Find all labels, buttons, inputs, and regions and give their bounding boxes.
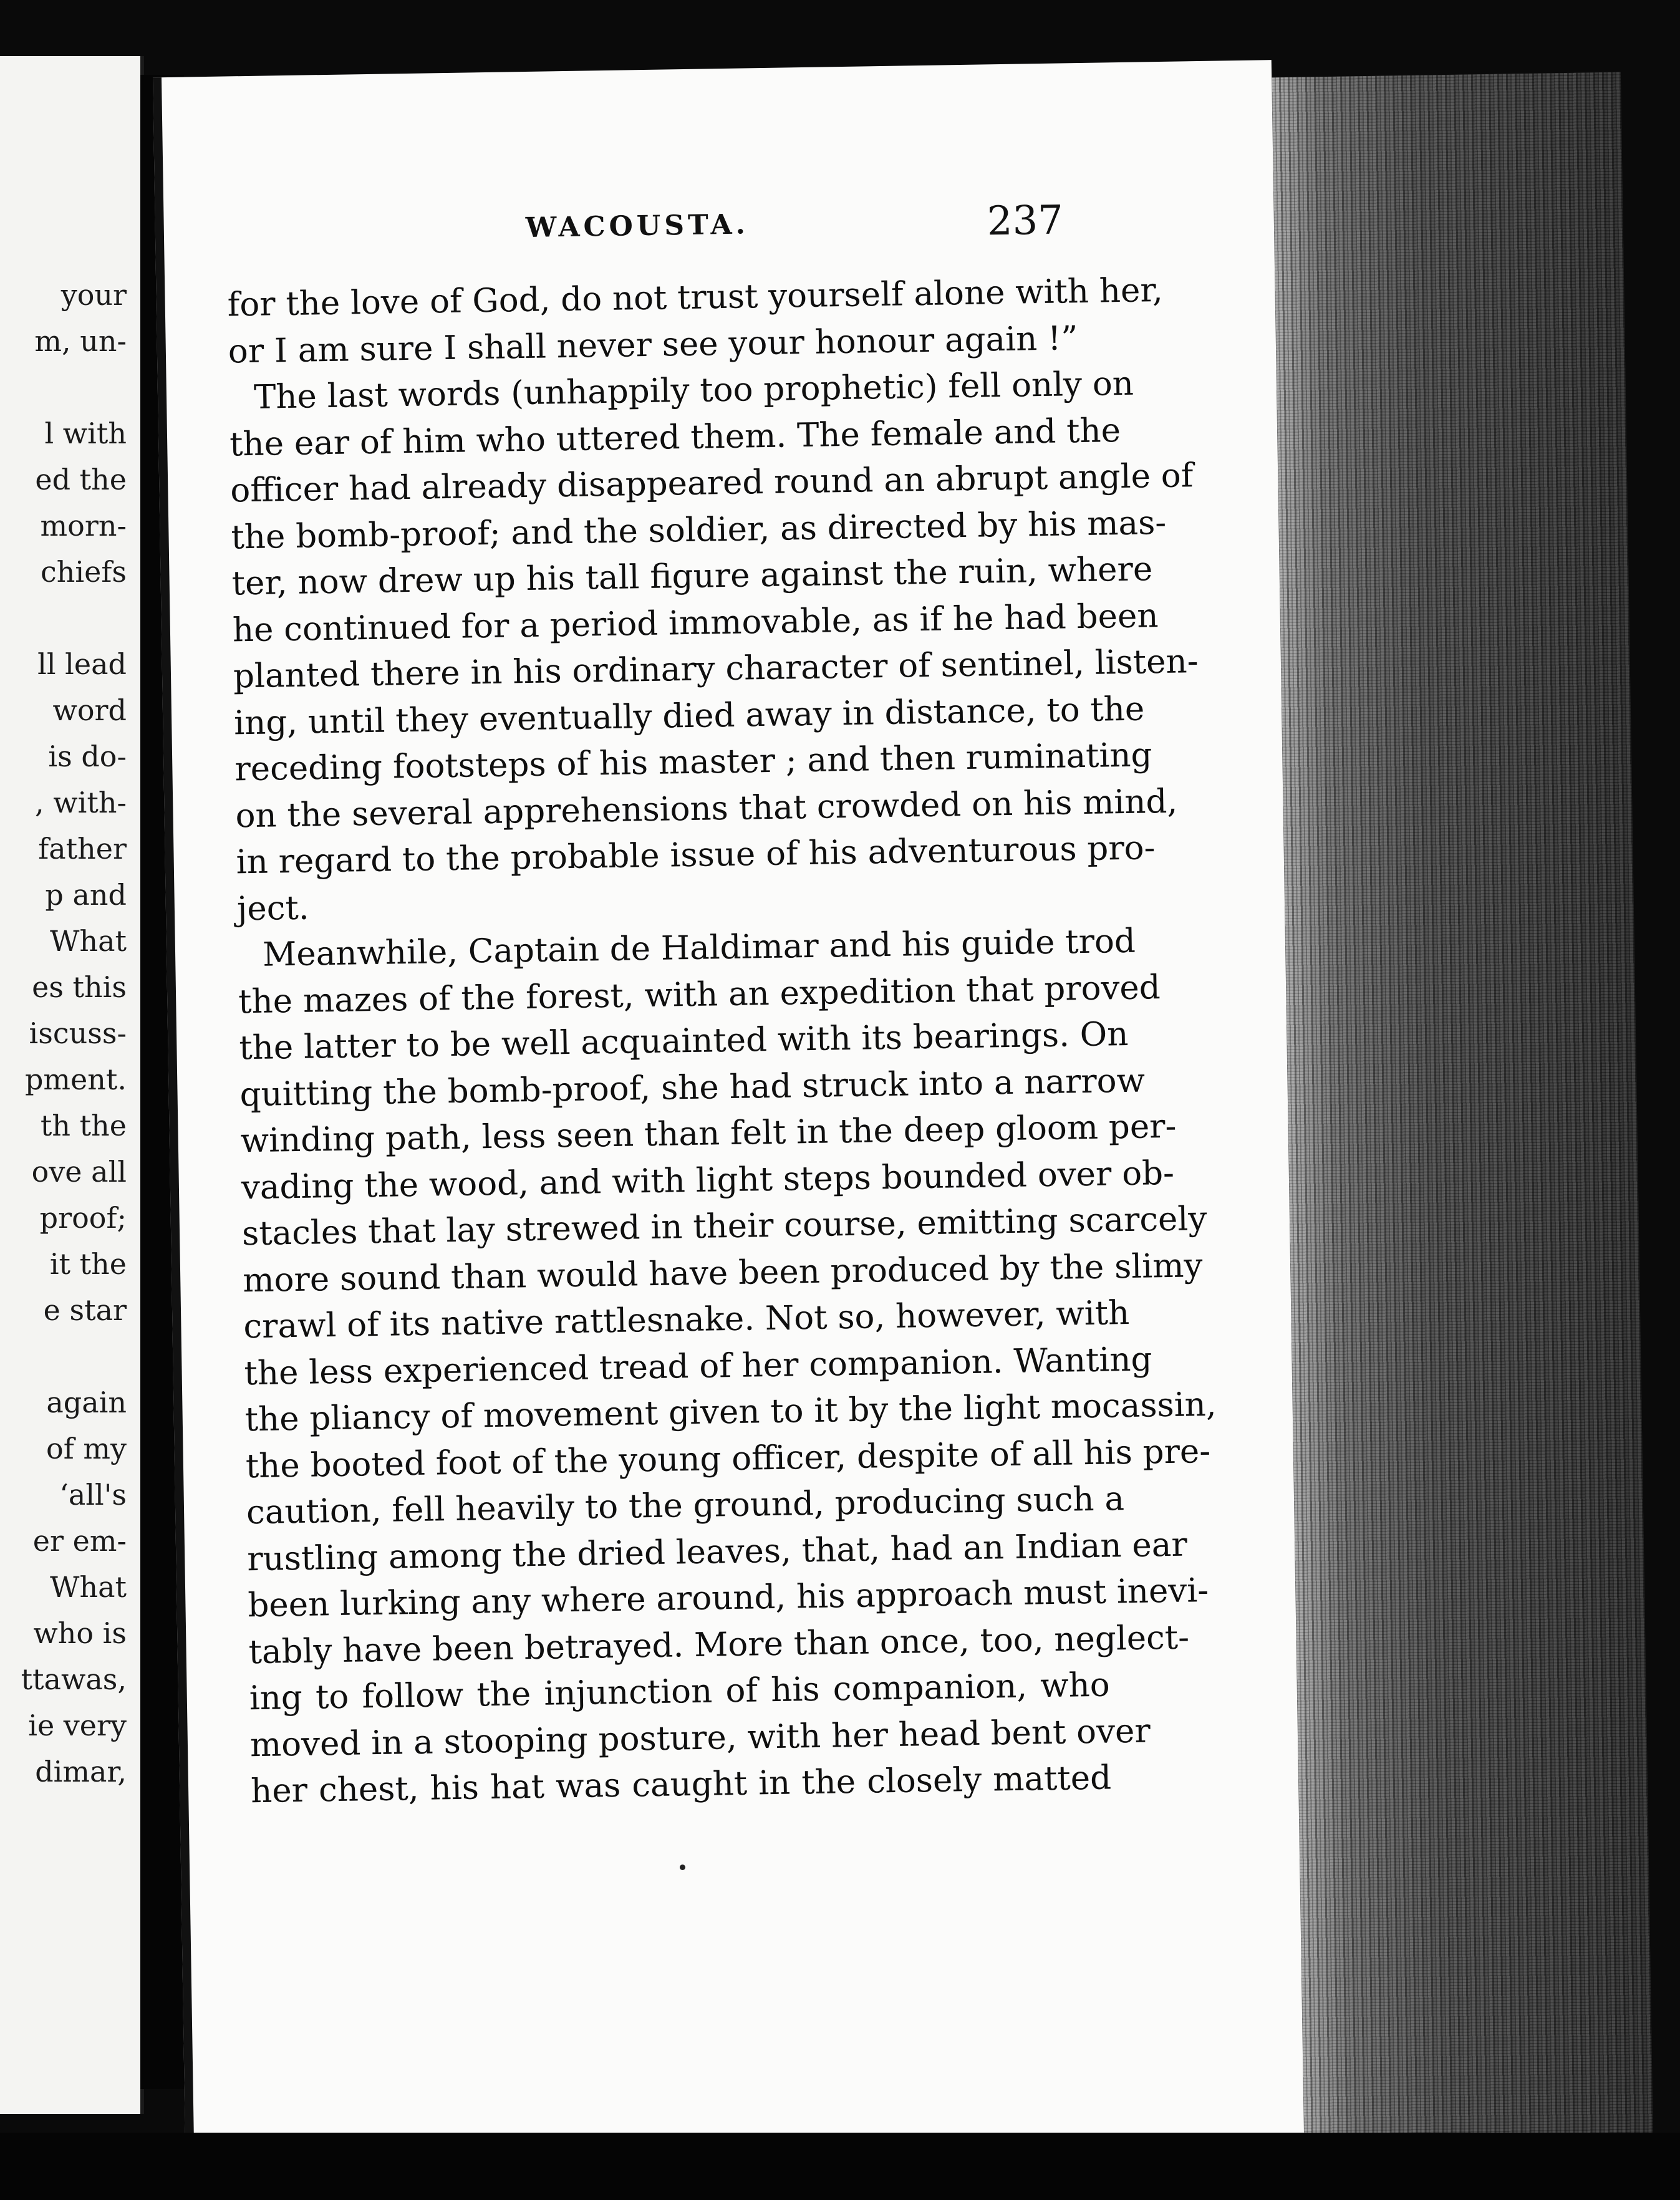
text-line: crawl of its native rattlesnake. Not so, however, with [243,1293,1130,1346]
facing-page-fragment: ie very [28,1709,127,1742]
page-edges-block [1253,72,1653,2154]
facing-page-fragment: who is [33,1616,127,1650]
facing-page-fragment: m, un- [34,324,127,358]
facing-page-fragment: th the [40,1109,127,1142]
facing-page-fragment: of my [46,1432,127,1465]
facing-page-left [0,56,144,2114]
text-line: the bomb-proof; and the soldier, as directed by his mas- [231,503,1167,556]
facing-page-fragment: l with [44,417,127,450]
text-line: her chest, his hat was caught in the closely matted [250,1759,1112,1811]
text-line: in regard to the probable issue of his adventurous pro- [236,829,1156,882]
text-line: ing to follow the injunction of his companion, who [249,1666,1111,1718]
facing-page-fragment: ove all [31,1155,127,1189]
facing-page-fragment: es this [32,970,127,1004]
text-line: the less experienced tread of her companion. Wanting [244,1339,1152,1392]
text-line: more sound than would have been produced by the slimy [242,1246,1203,1300]
text-line: caution, fell heavily to the ground, producing such a [246,1480,1125,1532]
text-line: he continued for a period immovable, as if he had been [232,596,1159,649]
text-line: officer had already disappeared round an abrupt angle of [229,456,1194,510]
scan-bottom-border [0,2133,1680,2200]
facing-page-fragment: chiefs [41,555,127,589]
facing-page-fragment: father [38,832,127,866]
facing-page-fragment: ‘all's [59,1478,127,1512]
text-line: tably have been betrayed. More than once, too, neglect- [248,1618,1190,1671]
running-head: WACOUSTA. [525,208,750,244]
facing-page-fragment: word [52,693,127,727]
ink-speck [680,1865,685,1870]
text-line: winding path, less seen than felt in the deep gloom per- [240,1107,1177,1160]
page-header [163,194,1274,261]
facing-page-fragment: , with- [35,786,127,819]
text-line: receding footsteps of his master ; and then ruminating [234,736,1152,789]
facing-page-fragment: is do- [48,740,127,773]
facing-page-fragment: pment. [24,1063,127,1096]
facing-page-fragment: dimar, [35,1755,127,1788]
page-number: 237 [987,197,1064,245]
facing-page-fragment: What [50,924,127,958]
facing-page-fragment: ed the [35,463,127,496]
facing-page-fragment: again [46,1386,127,1419]
text-line: ing, until they eventually died away in distance, to the [233,689,1145,742]
facing-page-fragment: What [50,1570,127,1604]
facing-page-fragment: it the [49,1247,127,1281]
page-body-text [227,269,1217,1815]
text-line: the ear of him who uttered them. The female and the [229,411,1121,463]
text-line: The last words (unhappily too prophetic) fell only on [253,364,1134,417]
text-line: vading the wood, and with light steps bounded over ob- [241,1154,1175,1207]
text-line: planted there in his ordinary character of sentinel, listen- [233,642,1199,696]
facing-page-fragment: e star [43,1293,127,1327]
facing-page-fragment: proof; [39,1201,127,1235]
text-line: quitting the bomb-proof, she had struck into a narrow [239,1061,1146,1114]
book-page [153,60,1304,2154]
facing-page-fragment: p and [45,878,127,912]
facing-page-fragment: morn- [40,509,127,543]
text-line: the mazes of the forest, with an expedition that proved [238,968,1161,1021]
facing-page-fragment: your [60,278,127,312]
facing-page-fragment: iscuss- [29,1016,127,1050]
facing-page-fragment: ll lead [37,647,127,681]
text-line: rustling among the dried leaves, that, had an Indian ear [246,1525,1188,1578]
facing-page-fragment: ttawas, [21,1662,127,1696]
text-line: ter, now drew up his tall figure against the ruin, where [231,550,1153,603]
text-line: moved in a stooping posture, with her head bent over [249,1712,1151,1764]
text-line: the latter to be well acquainted with its bearings. On [238,1015,1129,1068]
text-line: Meanwhile, Captain de Haldimar and his guide trod [262,922,1136,974]
text-line: ject. [236,889,310,928]
text-line: on the several apprehensions that crowded on his mind, [235,782,1178,835]
text-line: stacles that lay strewed in their course, emitting scarcely [241,1200,1207,1253]
text-line: been lurking any where around, his approach must inevi- [248,1571,1209,1625]
facing-page-fragment: er em- [32,1524,127,1558]
text-line: the pliancy of movement given to it by the light mocassin, [244,1385,1217,1439]
text-line: or I am sure I shall never see your honour again !” [228,319,1078,370]
text-line: the booted foot of the young officer, despite of all his pre- [245,1432,1211,1485]
text-line: for the love of God, do not trust yourself alone with her, [227,271,1164,324]
